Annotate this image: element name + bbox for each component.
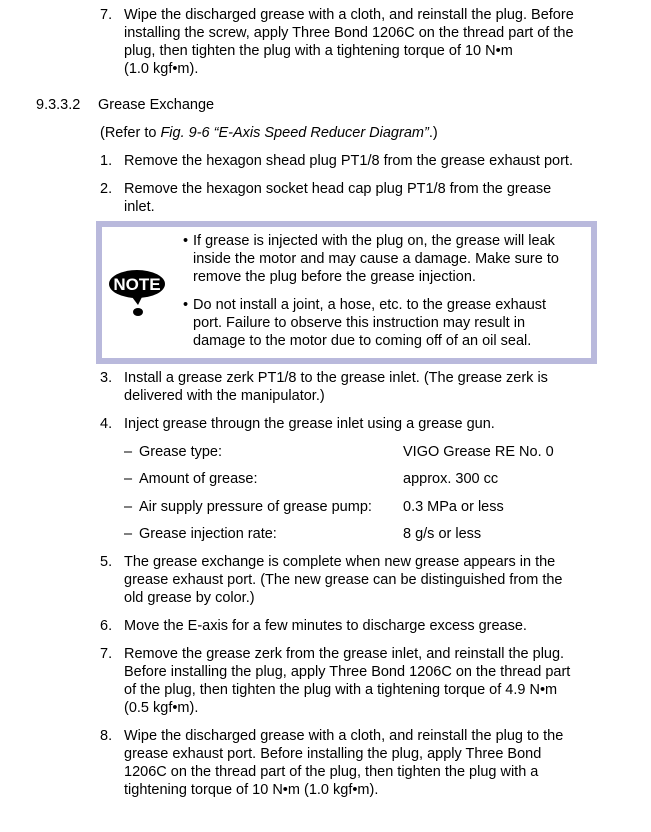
- step-number: 3.: [100, 370, 113, 386]
- spec-dash: –: [124, 526, 133, 542]
- step-text-line: The grease exchange is complete when new grease appears in the: [124, 554, 556, 570]
- spec-dash: –: [124, 444, 133, 460]
- bullet-dot: •: [183, 297, 189, 313]
- step-text-line: (1.0 kgf•m).: [124, 61, 199, 77]
- step-number: 2.: [100, 181, 113, 197]
- note-text-line: remove the plug before the grease injection.: [193, 269, 476, 285]
- note-text-line: inside the motor and may cause a damage. Make sure to: [193, 251, 559, 267]
- figure-reference: [100, 124, 438, 142]
- step-text-line: Wipe the discharged grease with a cloth, and reinstall the plug. Before: [124, 7, 574, 23]
- step-text-line: 1206C on the thread part of the plug, then tighten the plug with a: [124, 764, 539, 780]
- bullet-dot: •: [183, 233, 189, 249]
- step-text-line: Remove the grease zerk from the grease inlet, and reinstall the plug.: [124, 646, 565, 662]
- spec-label: Amount of grease:: [139, 471, 258, 487]
- figure-link[interactable]: Fig. 9-6: [160, 125, 210, 141]
- refer-prefix: (Refer to: [100, 125, 161, 141]
- spec-label: Grease injection rate:: [139, 526, 277, 542]
- spec-value: approx. 300 cc: [403, 471, 499, 487]
- note-text-line: port. Failure to observe this instruction may result in: [193, 315, 526, 331]
- step-text-line: installing the screw, apply Three Bond 1206C on the thread part of the: [124, 25, 574, 41]
- step-text-line: inlet.: [124, 199, 155, 215]
- step-text-line: Move the E-axis for a few minutes to discharge excess grease.: [124, 618, 527, 634]
- step-text-line: Install a grease zerk PT1/8 to the grease inlet. (The grease zerk is: [124, 370, 548, 386]
- step-text-line: delivered with the manipulator.): [124, 388, 325, 404]
- step-text-line: plug, then tighten the plug with a tightening torque of 10 N•m: [124, 43, 513, 59]
- note-icon-graphic: [108, 269, 168, 319]
- note-text-line: If grease is injected with the plug on, the grease will leak: [193, 233, 555, 249]
- spec-label: Air supply pressure of grease pump:: [139, 499, 372, 515]
- step-text-line: grease exhaust port. Before installing the plug, apply Three Bond: [124, 746, 542, 762]
- step-number: 7.: [100, 646, 113, 662]
- spec-value: 0.3 MPa or less: [403, 499, 504, 515]
- note-text-line: Do not install a joint, a hose, etc. to the grease exhaust: [193, 297, 547, 313]
- step-text-line: tightening torque of 10 N•m (1.0 kgf•m).: [124, 782, 379, 798]
- step-text-line: grease exhaust port. (The new grease can be distinguished from the: [124, 572, 563, 588]
- step-text-line: Wipe the discharged grease with a cloth, and reinstall the plug to the: [124, 728, 564, 744]
- note-icon: [108, 269, 168, 319]
- spec-value: VIGO Grease RE No. 0: [403, 444, 554, 460]
- step-number: 4.: [100, 416, 113, 432]
- spec-dash: –: [124, 471, 133, 487]
- step-number: 1.: [100, 153, 113, 169]
- step-text-line: Remove the hexagon shead plug PT1/8 from the grease exhaust port.: [124, 153, 573, 169]
- step-number: 5.: [100, 554, 113, 570]
- step-text-line: Remove the hexagon socket head cap plug PT1/8 from the grease: [124, 181, 552, 197]
- section-title: Grease Exchange: [98, 97, 215, 113]
- step-text-line: old grease by color.): [124, 590, 255, 606]
- step-text-line: (0.5 kgf•m).: [124, 700, 199, 716]
- spec-label: Grease type:: [139, 444, 223, 460]
- note-icon-label: NOTE: [113, 275, 161, 294]
- step-number: 6.: [100, 618, 113, 634]
- spec-dash: –: [124, 499, 133, 515]
- spec-value: 8 g/s or less: [403, 526, 482, 542]
- step-number: 7.: [100, 7, 113, 23]
- step-number: 8.: [100, 728, 113, 744]
- step-text-line: Before installing the plug, apply Three Bond 1206C on the thread part: [124, 664, 571, 680]
- note-text-line: damage to the motor due to coming off of an oil seal.: [193, 333, 532, 349]
- step-text-line: Inject grease througn the grease inlet using a grease gun.: [124, 416, 495, 432]
- figure-title: “E-Axis Speed Reducer Diagram”: [209, 125, 429, 141]
- section-number: 9.3.3.2: [36, 97, 81, 113]
- refer-suffix: .): [428, 125, 438, 141]
- step-text-line: of the plug, then tighten the plug with a tightening torque of 4.9 N•m: [124, 682, 558, 698]
